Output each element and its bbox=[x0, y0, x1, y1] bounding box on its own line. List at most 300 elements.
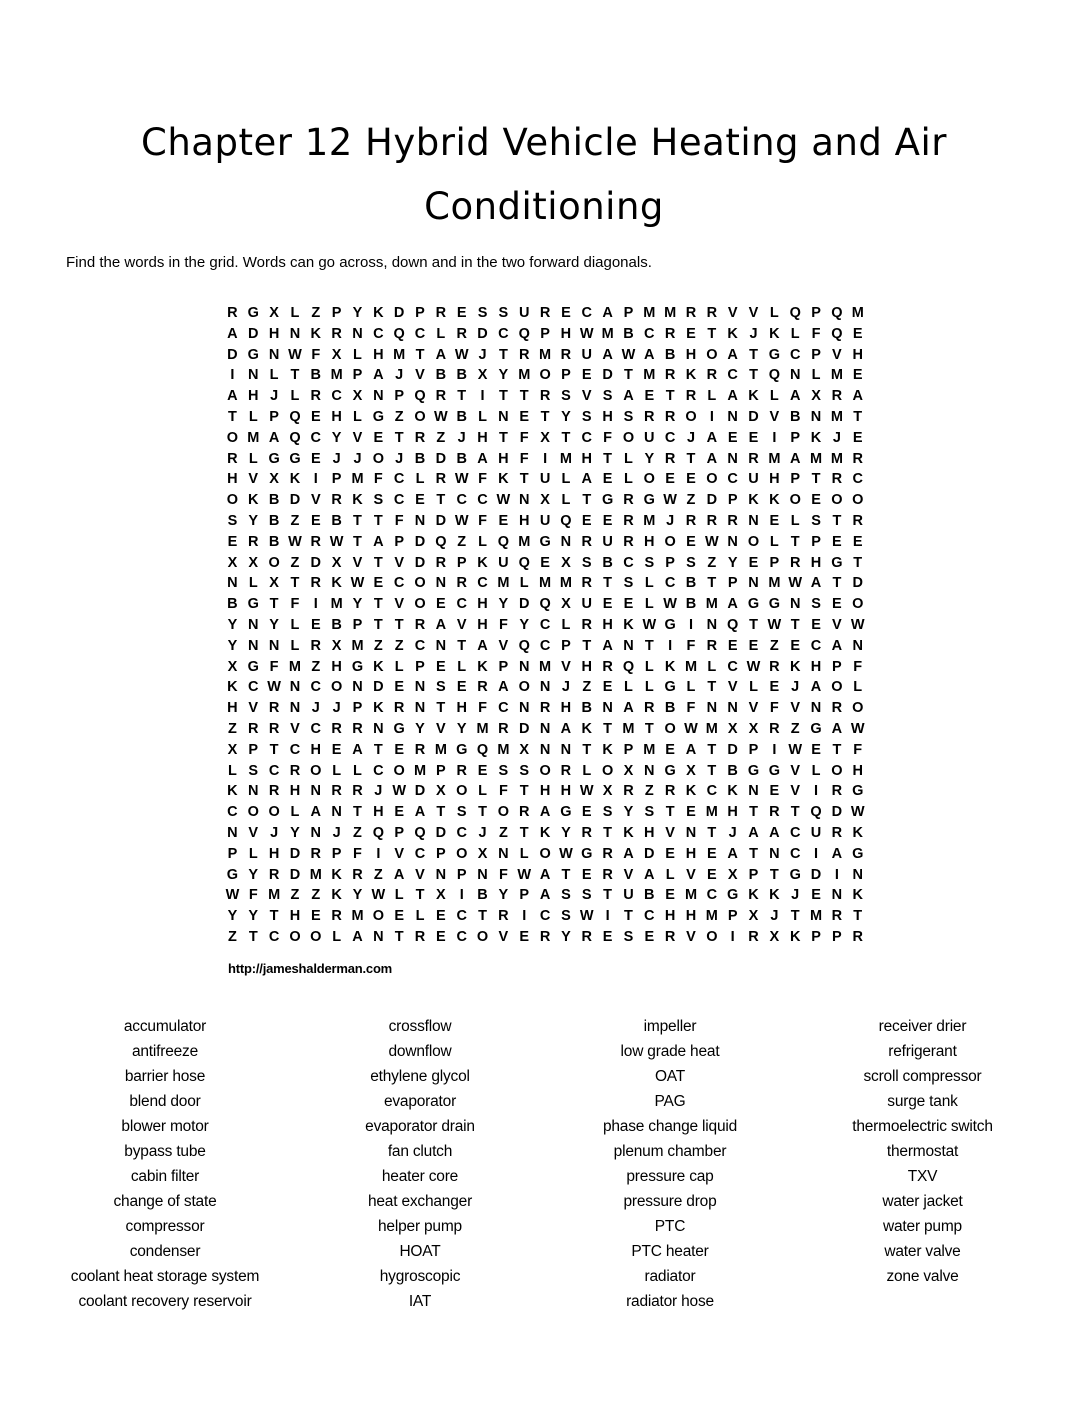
grid-cell: T bbox=[707, 575, 717, 592]
grid-cell: T bbox=[853, 408, 863, 425]
grid-cell: K bbox=[852, 824, 863, 841]
grid-cell: S bbox=[456, 804, 467, 821]
grid-cell: A bbox=[602, 346, 613, 363]
grid-cell: K bbox=[498, 471, 509, 488]
grid-cell: H bbox=[248, 388, 259, 405]
grid-cell: R bbox=[414, 429, 426, 446]
grid-cell: C bbox=[456, 492, 467, 509]
grid-cell: G bbox=[268, 450, 280, 467]
grid-cell: E bbox=[540, 554, 550, 571]
grid-cell: W bbox=[288, 533, 302, 550]
word-column-1 bbox=[30, 1014, 300, 1314]
grid-row bbox=[222, 677, 868, 698]
grid-cell: P bbox=[727, 492, 738, 509]
grid-cell: S bbox=[561, 908, 571, 925]
grid-cell: X bbox=[477, 367, 488, 384]
grid-cell: L bbox=[561, 616, 571, 633]
grid-cell: X bbox=[686, 762, 696, 779]
grid-cell: C bbox=[623, 554, 634, 571]
grid-cell: E bbox=[602, 512, 613, 529]
grid-cell: J bbox=[395, 367, 404, 384]
grid-cell: S bbox=[561, 887, 571, 904]
grid-cell: P bbox=[748, 741, 759, 758]
word-item: evaporator bbox=[383, 1093, 457, 1110]
grid-cell: L bbox=[415, 908, 425, 925]
grid-row bbox=[222, 594, 868, 615]
grid-cell: E bbox=[602, 679, 613, 696]
grid-cell: G bbox=[747, 762, 760, 779]
grid-cell: P bbox=[456, 866, 467, 883]
grid-cell: Y bbox=[248, 908, 259, 925]
grid-cell: H bbox=[727, 804, 738, 821]
grid-cell: T bbox=[624, 367, 633, 384]
grid-cell: N bbox=[373, 388, 384, 405]
grid-cell: Z bbox=[311, 305, 321, 321]
grid-cell: A bbox=[748, 824, 759, 841]
grid-cell: C bbox=[644, 325, 655, 342]
grid-cell: V bbox=[832, 346, 842, 363]
grid-cell: E bbox=[581, 512, 592, 529]
grid-cell: A bbox=[831, 845, 843, 862]
grid-cell: M bbox=[518, 367, 531, 384]
grid-cell: H bbox=[477, 616, 488, 633]
grid-cell: C bbox=[539, 908, 551, 925]
grid-cell: J bbox=[478, 824, 487, 841]
grid-cell: V bbox=[248, 700, 259, 717]
grid-cell: C bbox=[477, 575, 488, 592]
grid-cell: E bbox=[748, 554, 759, 571]
grid-cell: R bbox=[414, 741, 426, 758]
grid-cell: J bbox=[332, 824, 341, 841]
grid-cell: E bbox=[602, 596, 613, 613]
grid-cell: T bbox=[353, 804, 362, 821]
grid-cell: R bbox=[331, 325, 342, 342]
grid-cell: K bbox=[373, 700, 384, 717]
grid-cell: P bbox=[394, 388, 404, 405]
grid-cell: T bbox=[644, 720, 654, 737]
word-item: crossflow bbox=[388, 1018, 452, 1035]
grid-cell: F bbox=[248, 887, 258, 904]
grid-cell: C bbox=[373, 762, 384, 779]
grid-cell: T bbox=[373, 596, 383, 613]
grid-cell: M bbox=[810, 908, 823, 925]
grid-cell: R bbox=[268, 783, 280, 800]
grid-cell: W bbox=[288, 346, 302, 363]
grid-cell: M bbox=[539, 346, 552, 363]
grid-cell: M bbox=[434, 741, 447, 758]
grid-cell: G bbox=[456, 741, 468, 758]
grid-cell: J bbox=[374, 783, 383, 800]
grid-cell: B bbox=[602, 554, 613, 571]
grid-cell: D bbox=[435, 824, 447, 841]
grid-cell: I bbox=[480, 388, 485, 405]
grid-cell: C bbox=[498, 325, 509, 342]
grid-cell: M bbox=[539, 575, 552, 592]
grid-cell: R bbox=[706, 512, 718, 529]
grid-cell: N bbox=[706, 616, 718, 633]
grid-cell: O bbox=[310, 762, 322, 779]
grid-cell: P bbox=[352, 616, 363, 633]
grid-cell: G bbox=[351, 658, 364, 675]
grid-cell: T bbox=[353, 533, 362, 550]
grid-cell: N bbox=[748, 783, 759, 800]
word-item: barrier hose bbox=[124, 1068, 206, 1085]
grid-cell: P bbox=[394, 533, 404, 550]
grid-cell: E bbox=[436, 596, 446, 613]
grid-cell: K bbox=[331, 866, 342, 883]
grid-cell: Q bbox=[560, 512, 572, 529]
grid-cell: T bbox=[749, 616, 758, 633]
grid-cell: P bbox=[623, 741, 634, 758]
grid-cell: Q bbox=[539, 596, 551, 613]
grid-cell: E bbox=[748, 637, 759, 654]
grid-cell: B bbox=[581, 700, 592, 717]
grid-cell: V bbox=[748, 700, 759, 717]
word-item: helper pump bbox=[378, 1218, 462, 1235]
grid-cell: R bbox=[581, 616, 592, 633]
grid-cell: B bbox=[268, 492, 280, 509]
grid-cell: D bbox=[706, 492, 718, 509]
grid-cell: E bbox=[769, 679, 780, 696]
grid-cell: X bbox=[748, 720, 759, 737]
grid-cell: A bbox=[581, 471, 592, 488]
grid-cell: S bbox=[436, 679, 446, 696]
grid-cell: G bbox=[372, 408, 384, 425]
grid-cell: Q bbox=[831, 305, 843, 321]
grid-cell: N bbox=[373, 720, 384, 737]
grid-row bbox=[222, 740, 868, 761]
grid-cell: T bbox=[665, 804, 675, 821]
grid-cell: R bbox=[581, 533, 592, 550]
grid-cell: Y bbox=[498, 596, 509, 613]
grid-cell: L bbox=[290, 388, 300, 405]
grid-cell: N bbox=[539, 741, 551, 758]
grid-cell: T bbox=[624, 908, 633, 925]
grid-cell: Z bbox=[311, 887, 321, 904]
grid-cell: X bbox=[269, 305, 279, 321]
grid-cell: D bbox=[414, 783, 426, 800]
grid-cell: U bbox=[498, 554, 509, 571]
grid-cell: R bbox=[227, 450, 238, 467]
grid-cell: J bbox=[353, 450, 362, 467]
grid-cell: Z bbox=[227, 928, 237, 945]
grid-cell: E bbox=[832, 596, 842, 613]
grid-cell: C bbox=[539, 616, 551, 633]
grid-cell: J bbox=[270, 388, 279, 405]
word-item: PTC bbox=[654, 1218, 686, 1235]
grid-row bbox=[222, 906, 868, 927]
grid-cell: O bbox=[414, 575, 426, 592]
grid-cell: O bbox=[456, 783, 468, 800]
grid-cell: M bbox=[351, 908, 364, 925]
grid-cell: T bbox=[790, 533, 800, 550]
grid-cell: G bbox=[747, 596, 760, 613]
grid-cell: K bbox=[810, 429, 822, 446]
grid-row bbox=[222, 698, 868, 719]
grid-cell: L bbox=[582, 762, 592, 779]
grid-cell: R bbox=[685, 512, 697, 529]
grid-cell: R bbox=[831, 824, 843, 841]
grid-cell: T bbox=[457, 637, 467, 654]
grid-cell: R bbox=[748, 450, 759, 467]
grid-row bbox=[222, 927, 868, 948]
grid-cell: V bbox=[394, 554, 404, 571]
grid-cell: L bbox=[290, 804, 300, 821]
grid-cell: L bbox=[644, 679, 654, 696]
grid-cell: C bbox=[727, 658, 738, 675]
grid-cell: V bbox=[248, 471, 259, 488]
grid-cell: O bbox=[622, 429, 635, 446]
grid-cell: F bbox=[269, 658, 279, 675]
grid-cell: M bbox=[622, 720, 635, 737]
grid-cell: B bbox=[435, 367, 447, 384]
word-item: HOAT bbox=[399, 1243, 441, 1260]
grid-cell: K bbox=[581, 720, 592, 737]
grid-cell: W bbox=[392, 783, 407, 800]
grid-cell: T bbox=[394, 616, 404, 633]
grid-cell: K bbox=[748, 887, 759, 904]
grid-cell: L bbox=[811, 367, 821, 384]
grid-cell: U bbox=[539, 471, 551, 488]
grid-cell: W bbox=[746, 658, 761, 675]
word-grid bbox=[222, 303, 868, 948]
grid-row bbox=[222, 386, 868, 407]
grid-cell: E bbox=[623, 596, 634, 613]
grid-cell: M bbox=[643, 512, 656, 529]
grid-cell: Z bbox=[582, 679, 592, 696]
grid-cell: G bbox=[247, 596, 259, 613]
grid-cell: F bbox=[478, 471, 487, 488]
grid-cell: K bbox=[769, 492, 780, 509]
grid-cell: N bbox=[560, 741, 572, 758]
grid-cell: C bbox=[727, 367, 738, 384]
word-item: blend door bbox=[129, 1093, 201, 1110]
grid-cell: S bbox=[623, 575, 634, 592]
grid-cell: Y bbox=[331, 429, 342, 446]
grid-cell: V bbox=[498, 637, 509, 654]
grid-cell: J bbox=[791, 887, 800, 904]
grid-cell: O bbox=[852, 700, 864, 717]
grid-cell: K bbox=[727, 325, 738, 342]
grid-cell: W bbox=[684, 720, 698, 737]
grid-cell: G bbox=[643, 492, 655, 509]
grid-cell: E bbox=[769, 512, 780, 529]
grid-cell: B bbox=[310, 367, 322, 384]
grid-cell: S bbox=[644, 804, 655, 821]
grid-cell: T bbox=[749, 804, 758, 821]
grid-cell: F bbox=[478, 512, 487, 529]
grid-cell: N bbox=[289, 325, 301, 342]
grid-cell: E bbox=[769, 783, 780, 800]
grid-cell: R bbox=[414, 616, 426, 633]
grid-cell: R bbox=[602, 866, 613, 883]
grid-cell: C bbox=[706, 783, 718, 800]
grid-cell: N bbox=[518, 492, 530, 509]
grid-cell: W bbox=[704, 533, 719, 550]
grid-cell: L bbox=[227, 762, 237, 779]
grid-cell: R bbox=[727, 512, 738, 529]
grid-cell: Y bbox=[561, 408, 571, 425]
grid-cell: T bbox=[540, 408, 550, 425]
grid-cell: T bbox=[582, 741, 592, 758]
grid-cell: C bbox=[227, 804, 238, 821]
grid-cell: N bbox=[789, 367, 801, 384]
grid-cell: Y bbox=[623, 804, 634, 821]
grid-cell: Z bbox=[498, 824, 508, 841]
word-item: pressure cap bbox=[626, 1168, 714, 1185]
grid-cell: K bbox=[477, 658, 488, 675]
grid-cell: L bbox=[665, 866, 675, 883]
grid-cell: E bbox=[519, 928, 530, 945]
grid-cell: F bbox=[353, 845, 362, 862]
grid-cell: E bbox=[852, 429, 863, 446]
grid-cell: R bbox=[831, 783, 843, 800]
grid-cell: N bbox=[248, 637, 259, 654]
grid-cell: Q bbox=[789, 305, 801, 321]
grid-cell: N bbox=[518, 700, 530, 717]
grid-cell: V bbox=[415, 866, 425, 883]
grid-cell: R bbox=[310, 637, 322, 654]
grid-cell: C bbox=[393, 492, 405, 509]
word-item: hygroscopic bbox=[379, 1268, 461, 1285]
grid-cell: T bbox=[790, 616, 800, 633]
grid-cell: Z bbox=[311, 658, 321, 675]
grid-cell: F bbox=[519, 450, 529, 467]
grid-cell: E bbox=[581, 804, 592, 821]
grid-cell: G bbox=[852, 783, 864, 800]
grid-cell: P bbox=[227, 845, 238, 862]
grid-cell: R bbox=[539, 700, 551, 717]
grid-cell: X bbox=[352, 388, 363, 405]
grid-cell: A bbox=[644, 346, 655, 363]
grid-cell: G bbox=[664, 762, 676, 779]
grid-cell: E bbox=[602, 471, 613, 488]
grid-cell: C bbox=[310, 720, 322, 737]
grid-cell: X bbox=[269, 575, 279, 592]
grid-cell: G bbox=[560, 804, 572, 821]
grid-cell: W bbox=[225, 887, 240, 904]
grid-cell: E bbox=[811, 616, 821, 633]
word-item: condenser bbox=[129, 1243, 201, 1260]
grid-cell: J bbox=[749, 325, 758, 342]
grid-cell: T bbox=[561, 429, 571, 446]
grid-cell: R bbox=[852, 928, 863, 945]
word-item: thermostat bbox=[886, 1143, 959, 1160]
grid-cell: M bbox=[476, 720, 489, 737]
instructions-text: Find the words in the grid. Words can go across, down and in the two forward diagonals. bbox=[66, 254, 652, 271]
grid-cell: K bbox=[539, 824, 551, 841]
grid-cell: C bbox=[414, 325, 426, 342]
grid-cell: K bbox=[727, 783, 738, 800]
grid-cell: E bbox=[477, 762, 488, 779]
grid-cell: T bbox=[498, 346, 508, 363]
grid-cell: T bbox=[749, 845, 758, 862]
grid-cell: V bbox=[623, 866, 634, 883]
grid-cell: Z bbox=[373, 637, 383, 654]
grid-cell: T bbox=[832, 575, 842, 592]
word-item: surge tank bbox=[887, 1093, 958, 1110]
grid-cell: F bbox=[394, 512, 404, 529]
grid-cell: O bbox=[831, 762, 843, 779]
grid-cell: R bbox=[456, 325, 467, 342]
grid-cell: T bbox=[853, 908, 863, 925]
grid-cell: L bbox=[686, 679, 696, 696]
grid-cell: H bbox=[373, 346, 384, 363]
grid-cell: R bbox=[644, 408, 655, 425]
grid-cell: A bbox=[227, 325, 238, 342]
grid-cell: P bbox=[415, 305, 425, 321]
word-item: water jacket bbox=[882, 1193, 963, 1210]
grid-cell: O bbox=[539, 845, 551, 862]
grid-row bbox=[222, 823, 868, 844]
grid-cell: X bbox=[540, 492, 550, 509]
grid-cell: A bbox=[727, 388, 738, 405]
grid-cell: F bbox=[373, 471, 383, 488]
page-title: Chapter 12 Hybrid Vehicle Heating and Air Conditioning bbox=[141, 120, 947, 228]
word-item: water valve bbox=[884, 1243, 961, 1260]
grid-cell: K bbox=[289, 471, 301, 488]
grid-cell: I bbox=[459, 887, 464, 904]
grid-cell: E bbox=[811, 887, 821, 904]
grid-cell: P bbox=[811, 305, 821, 321]
grid-cell: T bbox=[373, 616, 383, 633]
grid-cell: H bbox=[477, 596, 488, 613]
grid-cell: F bbox=[811, 325, 821, 342]
grid-cell: E bbox=[644, 388, 655, 405]
grid-cell: T bbox=[227, 408, 237, 425]
grid-cell: O bbox=[664, 533, 676, 550]
grid-cell: K bbox=[602, 741, 613, 758]
grid-cell: H bbox=[331, 658, 342, 675]
word-item: PAG bbox=[654, 1093, 686, 1110]
grid-cell: N bbox=[789, 596, 801, 613]
grid-cell: S bbox=[686, 554, 696, 571]
word-item: cabin filter bbox=[130, 1168, 200, 1185]
grid-cell: N bbox=[769, 845, 780, 862]
grid-cell: H bbox=[664, 908, 676, 925]
grid-cell: E bbox=[394, 741, 404, 758]
grid-cell: M bbox=[705, 908, 718, 925]
grid-cell: W bbox=[579, 325, 594, 342]
grid-cell: R bbox=[706, 305, 718, 321]
grid-cell: O bbox=[476, 928, 489, 945]
grid-cell: T bbox=[811, 471, 821, 488]
grid-cell: K bbox=[748, 388, 759, 405]
grid-cell: R bbox=[664, 450, 676, 467]
grid-cell: E bbox=[519, 408, 530, 425]
grid-cell: O bbox=[289, 928, 301, 945]
grid-cell: V bbox=[310, 492, 321, 509]
grid-cell: R bbox=[331, 783, 342, 800]
grid-cell: Z bbox=[394, 637, 404, 654]
grid-cell: N bbox=[435, 637, 447, 654]
grid-cell: W bbox=[663, 596, 677, 613]
grid-cell: N bbox=[227, 575, 238, 592]
grid-cell: F bbox=[519, 429, 529, 446]
grid-cell: I bbox=[834, 866, 839, 883]
grid-cell: A bbox=[789, 450, 801, 467]
grid-cell: J bbox=[270, 824, 279, 841]
grid-cell: V bbox=[561, 658, 571, 675]
grid-cell: A bbox=[706, 450, 718, 467]
grid-cell: J bbox=[561, 679, 570, 696]
grid-cell: G bbox=[247, 305, 259, 321]
grid-cell: F bbox=[686, 700, 696, 717]
grid-cell: G bbox=[539, 533, 551, 550]
grid-cell: Q bbox=[518, 325, 530, 342]
grid-cell: Q bbox=[289, 429, 301, 446]
grid-cell: N bbox=[685, 824, 697, 841]
